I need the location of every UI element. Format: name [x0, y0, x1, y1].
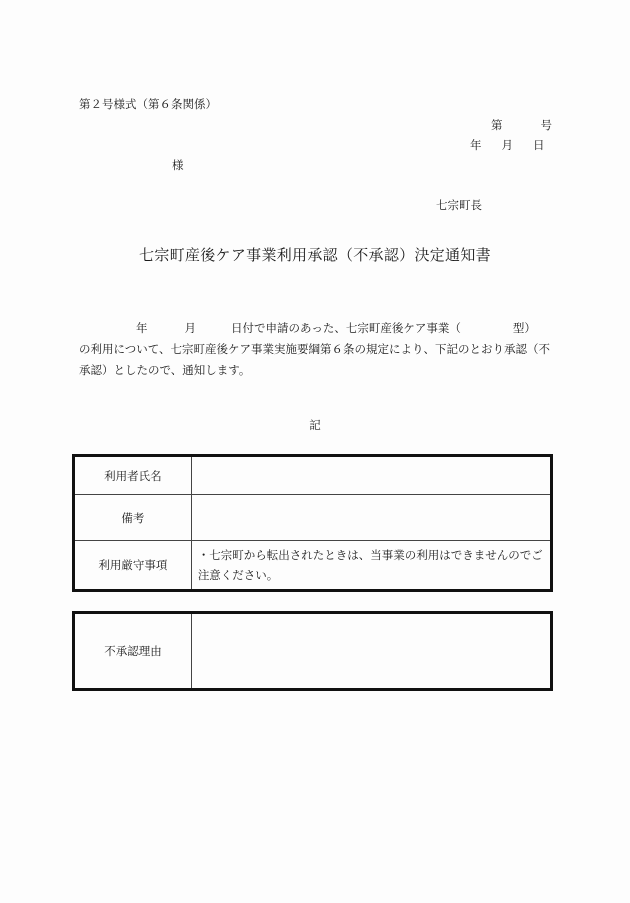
table-row [74, 541, 552, 591]
body-line-1: 年 月 日付で申請のあった、七宗町産後ケア事業（ 型） [136, 321, 536, 335]
table-row [74, 613, 552, 690]
user-name-field[interactable] [191, 456, 551, 495]
rejection-reason-field[interactable] [191, 613, 551, 690]
approval-table [72, 454, 553, 592]
label-user-name: 利用者氏名 [74, 456, 192, 495]
notice-body [79, 318, 554, 381]
table-row [74, 456, 552, 495]
addressee: 様 [172, 158, 184, 172]
issue-date [470, 137, 545, 153]
remarks-field[interactable] [191, 495, 551, 541]
form-number: 第２号様式（第６条関係） [79, 97, 217, 111]
body-line-2: の利用について、七宗町産後ケア事業実施要綱第６条の規定により、下記のとおり承認（不 [79, 342, 551, 356]
ki-heading: 記 [309, 418, 321, 432]
table-row [74, 495, 552, 541]
date-day: 日 [533, 138, 545, 152]
document-number [491, 117, 552, 133]
issuer: 七宗町長 [436, 198, 482, 212]
body-line-3: 承認）としたので、通知します。 [79, 363, 251, 377]
rejection-table [72, 611, 553, 691]
label-remarks: 備考 [74, 495, 192, 541]
compliance-text: ・七宗町から転出されたときは、当事業の利用はできませんのでご注意ください。 [191, 541, 551, 591]
doc-number-suffix: 号 [540, 118, 552, 132]
date-month: 月 [501, 138, 513, 152]
doc-number-prefix: 第 [491, 118, 503, 132]
document-title: 七宗町産後ケア事業利用承認（不承認）決定通知書 [139, 246, 491, 264]
label-rejection-reason: 不承認理由 [74, 613, 192, 690]
date-year: 年 [470, 138, 482, 152]
label-compliance: 利用厳守事項 [74, 541, 192, 591]
